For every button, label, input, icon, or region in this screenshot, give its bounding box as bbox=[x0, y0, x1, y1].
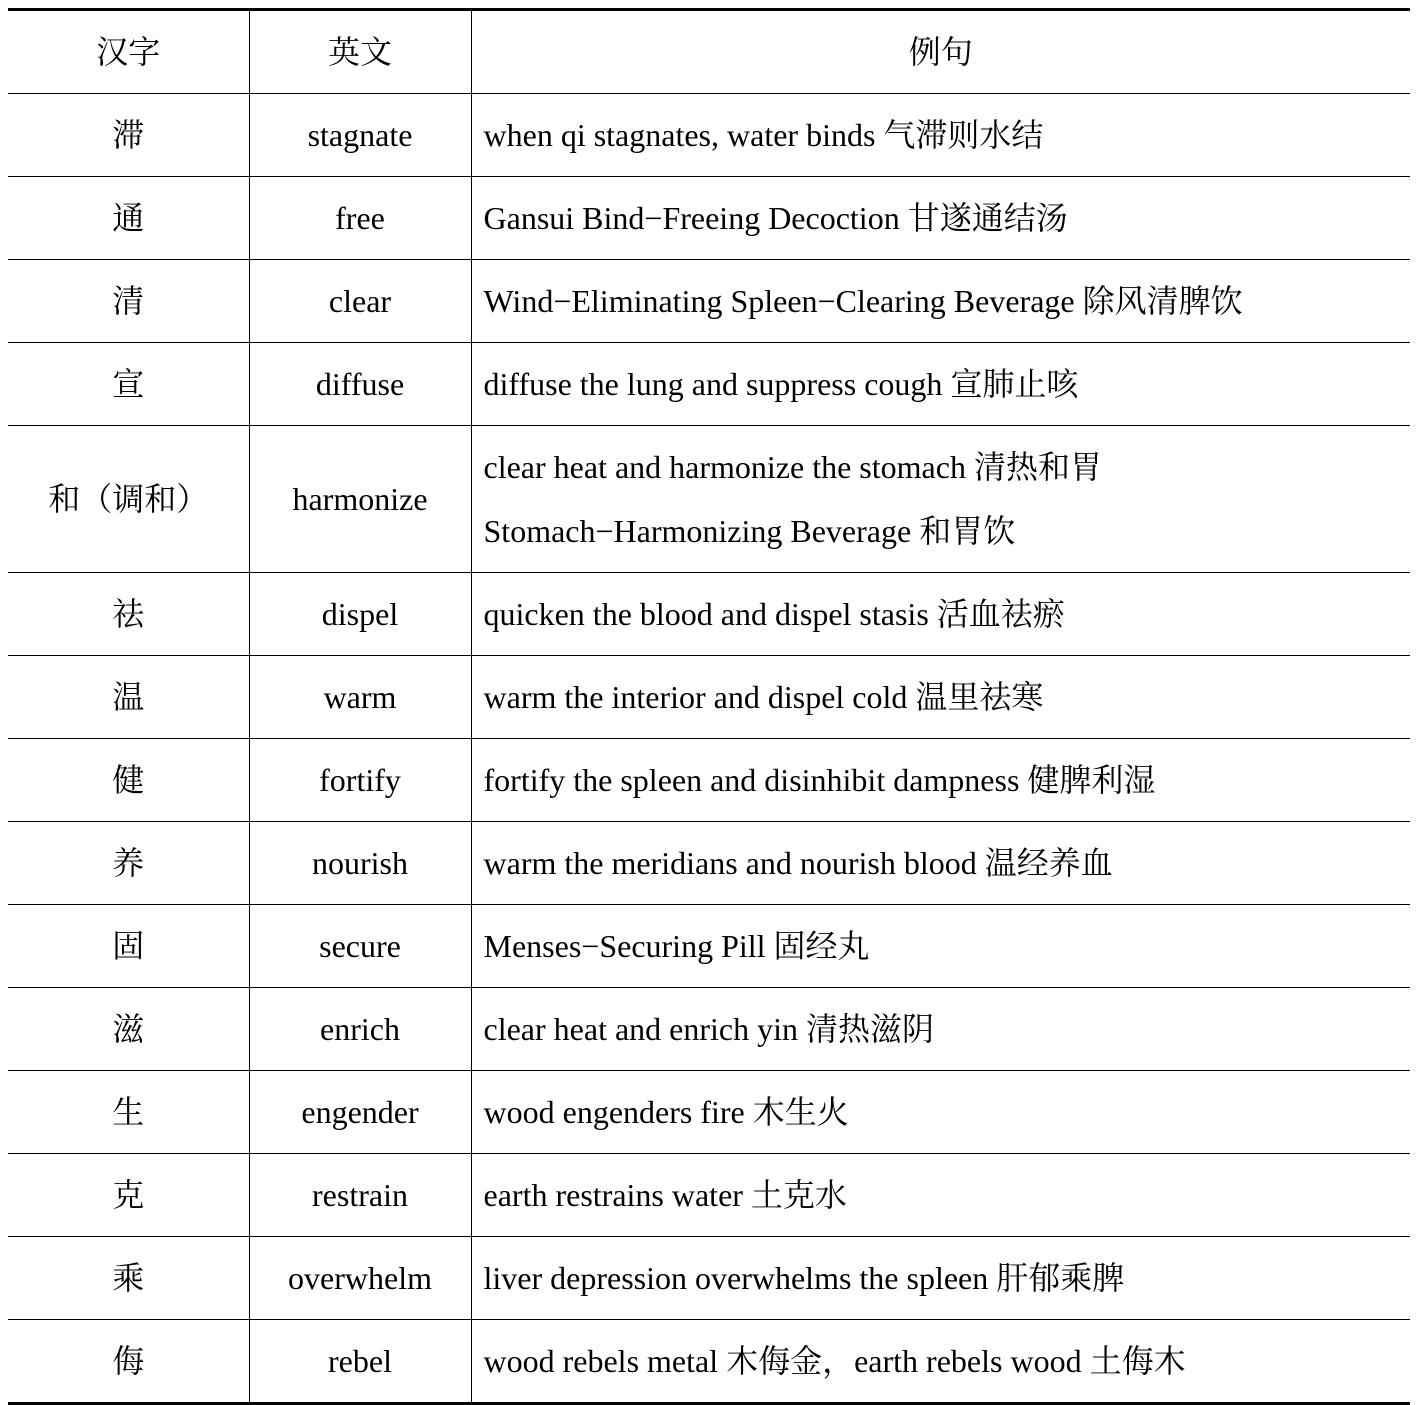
cell-english: restrain bbox=[249, 1154, 471, 1237]
cell-example: earth restrains water 土克水 bbox=[471, 1154, 1410, 1237]
cell-hanzi: 滋 bbox=[8, 988, 249, 1071]
cell-english: nourish bbox=[249, 822, 471, 905]
cell-english: enrich bbox=[249, 988, 471, 1071]
cell-hanzi: 养 bbox=[8, 822, 249, 905]
cell-hanzi: 生 bbox=[8, 1071, 249, 1154]
cell-hanzi: 滞 bbox=[8, 94, 249, 177]
table-row bbox=[8, 822, 1410, 905]
table-row bbox=[8, 739, 1410, 822]
cell-example: Gansui Bind−Freeing Decoction 甘遂通结汤 bbox=[471, 177, 1410, 260]
cell-hanzi: 乘 bbox=[8, 1237, 249, 1320]
table-body bbox=[8, 94, 1410, 1404]
cell-english: engender bbox=[249, 1071, 471, 1154]
cell-english: clear bbox=[249, 260, 471, 343]
cell-example: fortify the spleen and disinhibit dampness 健脾利湿 bbox=[471, 739, 1410, 822]
cell-english: harmonize bbox=[249, 426, 471, 573]
cell-example: quicken the blood and dispel stasis 活血祛瘀 bbox=[471, 573, 1410, 656]
cell-hanzi: 通 bbox=[8, 177, 249, 260]
cell-hanzi: 和（调和） bbox=[8, 426, 249, 573]
table-row bbox=[8, 177, 1410, 260]
cell-english: overwhelm bbox=[249, 1237, 471, 1320]
cell-example: wood rebels metal 木侮金，earth rebels wood 土侮木 bbox=[471, 1320, 1410, 1404]
cell-hanzi: 克 bbox=[8, 1154, 249, 1237]
header-english: 英文 bbox=[249, 10, 471, 94]
table-row bbox=[8, 1071, 1410, 1154]
cell-hanzi: 健 bbox=[8, 739, 249, 822]
table-row bbox=[8, 573, 1410, 656]
cell-example: clear heat and harmonize the stomach 清热和胃 Stomach−Harmonizing Beverage 和胃饮 bbox=[471, 426, 1410, 573]
table-row bbox=[8, 343, 1410, 426]
table-row bbox=[8, 426, 1410, 573]
cell-hanzi: 温 bbox=[8, 656, 249, 739]
table-header bbox=[8, 10, 1410, 94]
cell-english: warm bbox=[249, 656, 471, 739]
cell-english: rebel bbox=[249, 1320, 471, 1404]
vocabulary-table-container bbox=[8, 8, 1410, 1405]
cell-hanzi: 祛 bbox=[8, 573, 249, 656]
cell-english: diffuse bbox=[249, 343, 471, 426]
cell-hanzi: 侮 bbox=[8, 1320, 249, 1404]
vocabulary-table bbox=[8, 8, 1410, 1405]
cell-example: wood engenders fire 木生火 bbox=[471, 1071, 1410, 1154]
table-row bbox=[8, 905, 1410, 988]
table-row bbox=[8, 656, 1410, 739]
cell-example: Menses−Securing Pill 固经丸 bbox=[471, 905, 1410, 988]
table-row bbox=[8, 988, 1410, 1071]
table-row bbox=[8, 260, 1410, 343]
cell-english: fortify bbox=[249, 739, 471, 822]
cell-hanzi: 清 bbox=[8, 260, 249, 343]
table-row bbox=[8, 1154, 1410, 1237]
header-hanzi: 汉字 bbox=[8, 10, 249, 94]
cell-example: clear heat and enrich yin 清热滋阴 bbox=[471, 988, 1410, 1071]
cell-example: diffuse the lung and suppress cough 宣肺止咳 bbox=[471, 343, 1410, 426]
cell-hanzi: 宣 bbox=[8, 343, 249, 426]
header-row bbox=[8, 10, 1410, 94]
cell-english: stagnate bbox=[249, 94, 471, 177]
cell-example: liver depression overwhelms the spleen 肝郁乘脾 bbox=[471, 1237, 1410, 1320]
table-row bbox=[8, 1320, 1410, 1404]
cell-example: Wind−Eliminating Spleen−Clearing Beverage 除风清脾饮 bbox=[471, 260, 1410, 343]
cell-example: when qi stagnates, water binds 气滞则水结 bbox=[471, 94, 1410, 177]
cell-english: dispel bbox=[249, 573, 471, 656]
cell-example: warm the interior and dispel cold 温里祛寒 bbox=[471, 656, 1410, 739]
cell-english: secure bbox=[249, 905, 471, 988]
table-row bbox=[8, 94, 1410, 177]
table-row bbox=[8, 1237, 1410, 1320]
cell-english: free bbox=[249, 177, 471, 260]
cell-example: warm the meridians and nourish blood 温经养血 bbox=[471, 822, 1410, 905]
header-example: 例句 bbox=[471, 10, 1410, 94]
cell-hanzi: 固 bbox=[8, 905, 249, 988]
